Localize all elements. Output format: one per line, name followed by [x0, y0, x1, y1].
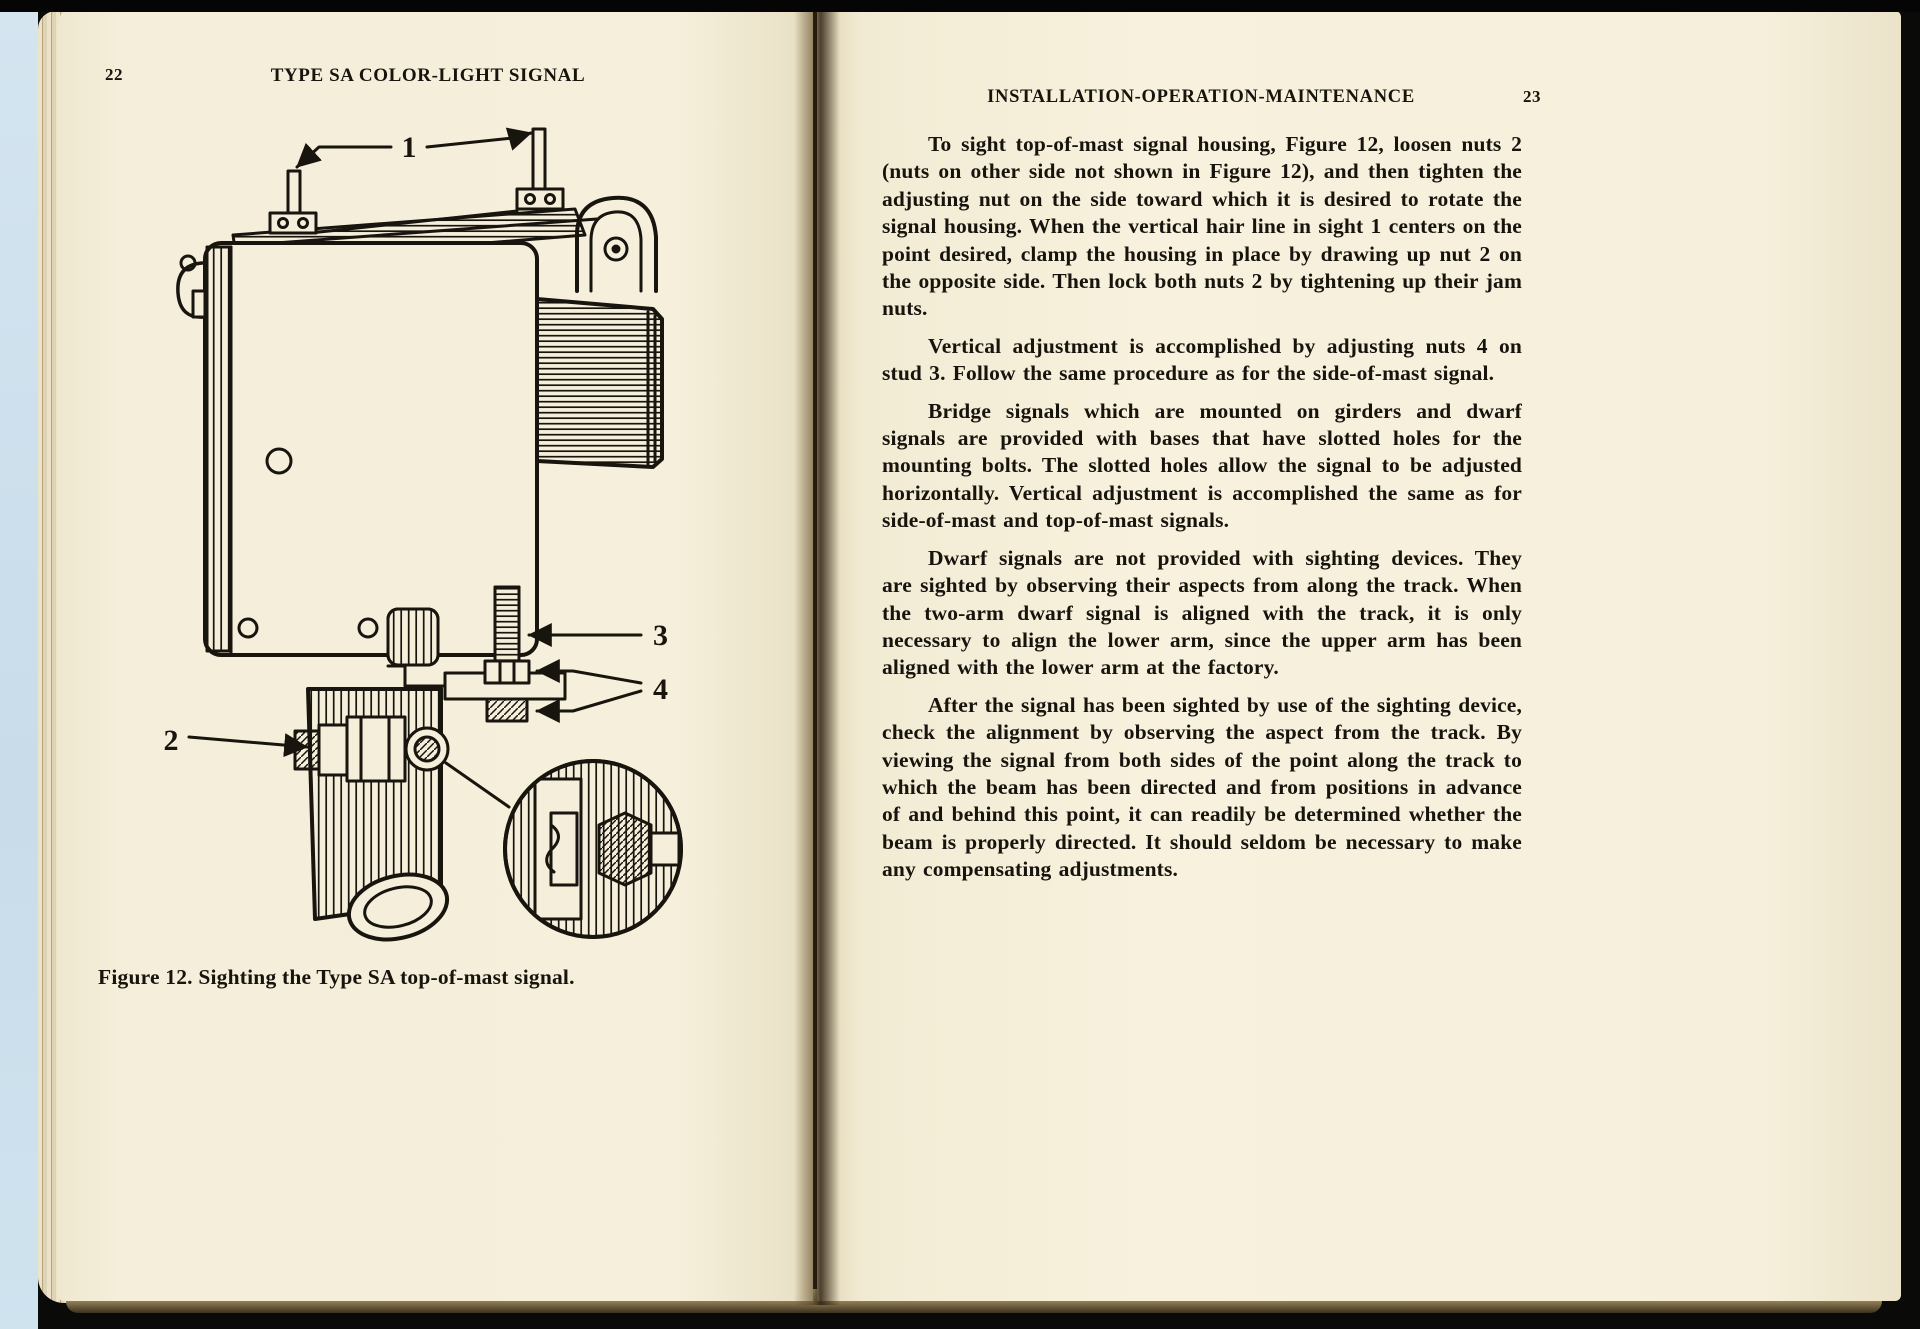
adjusting-knob — [388, 609, 438, 665]
page-number-left: 22 — [105, 65, 123, 84]
right-running-head: INSTALLATION-OPERATION-MAINTENANCE — [987, 87, 1415, 107]
figure-callout-1: 1 — [401, 131, 417, 164]
book-spread — [38, 5, 1882, 1315]
pulley-bracket — [577, 198, 656, 291]
scan-top-border — [0, 0, 1920, 12]
figure-linework — [178, 129, 685, 949]
figure-callout-4: 4 — [653, 673, 668, 706]
paragraph-vertical-adjustment: Vertical adjustment is accomplished by adjusting nuts 4 on stud 3. Follow the same procedure as for the side-of-mast signal. — [882, 333, 1522, 386]
paragraph-alignment-check: After the signal has been sighted by use of the sighting device, check the alignment by observing the aspect from the track. By viewing the signal from both sides of the point along the track to which the beam has been directed and from positions in advance of and behind this point, it can readily be determined whether the beam is properly directed. It should seldom be necessary to make any compensating adjustments. — [882, 692, 1522, 882]
sight-front — [270, 171, 316, 233]
signal-housing — [205, 243, 537, 655]
figure-callout-3: 3 — [653, 619, 668, 652]
figure-callout-2: 2 — [163, 724, 179, 757]
left-running-head: TYPE SA COLOR-LIGHT SIGNAL — [270, 65, 586, 86]
paragraph-sighting-top-of-mast: To sight top-of-mast signal housing, Figure 12, loosen nuts 2 (nuts on other side not shown in Figure 12), and then tighten the adjusting nut on the side toward which it is desired to rotate the signal housing. When the vertical hair line in sight 1 centers on the point desired, clamp the housing in place by drawing up nut 2 on the opposite side. Then lock both nuts 2 by tightening up their jam nuts. — [882, 132, 1522, 321]
page-number-right: 23 — [1523, 87, 1541, 106]
page-22 — [58, 9, 813, 1301]
figure-12-illustration — [105, 113, 765, 993]
door-latch — [178, 256, 205, 317]
body-text-column — [882, 131, 1522, 894]
page-23 — [817, 11, 1901, 1301]
book-gutter-shadow — [794, 5, 840, 1305]
sight-rear — [517, 129, 563, 209]
scan-left-margin — [0, 0, 38, 1329]
lens-hood — [537, 299, 662, 467]
detail-inset-circle — [503, 759, 685, 941]
paragraph-bridge-signals: Bridge signals which are mounted on girders and dwarf signals are provided with bases that have slotted holes for the mounting bolts. The slotted holes allow the signal to be adjusted horizontally. Vertical adjustment is accomplished the same as for side-of-mast and top-of-mast signals. — [882, 398, 1522, 533]
figure-caption: Figure 12. Sighting the Type SA top-of-mast signal. — [98, 965, 575, 989]
clamp-bolt — [295, 717, 448, 781]
paragraph-dwarf-signals: Dwarf signals are not provided with sighting devices. They are sighted by observing their aspects from along the track. When the two-arm dwarf signal is aligned with the track, it is only necessary to align the lower arm, since the upper arm has been aligned with the lower arm at the factory. — [882, 545, 1522, 680]
signal-technical-drawing — [105, 113, 765, 993]
